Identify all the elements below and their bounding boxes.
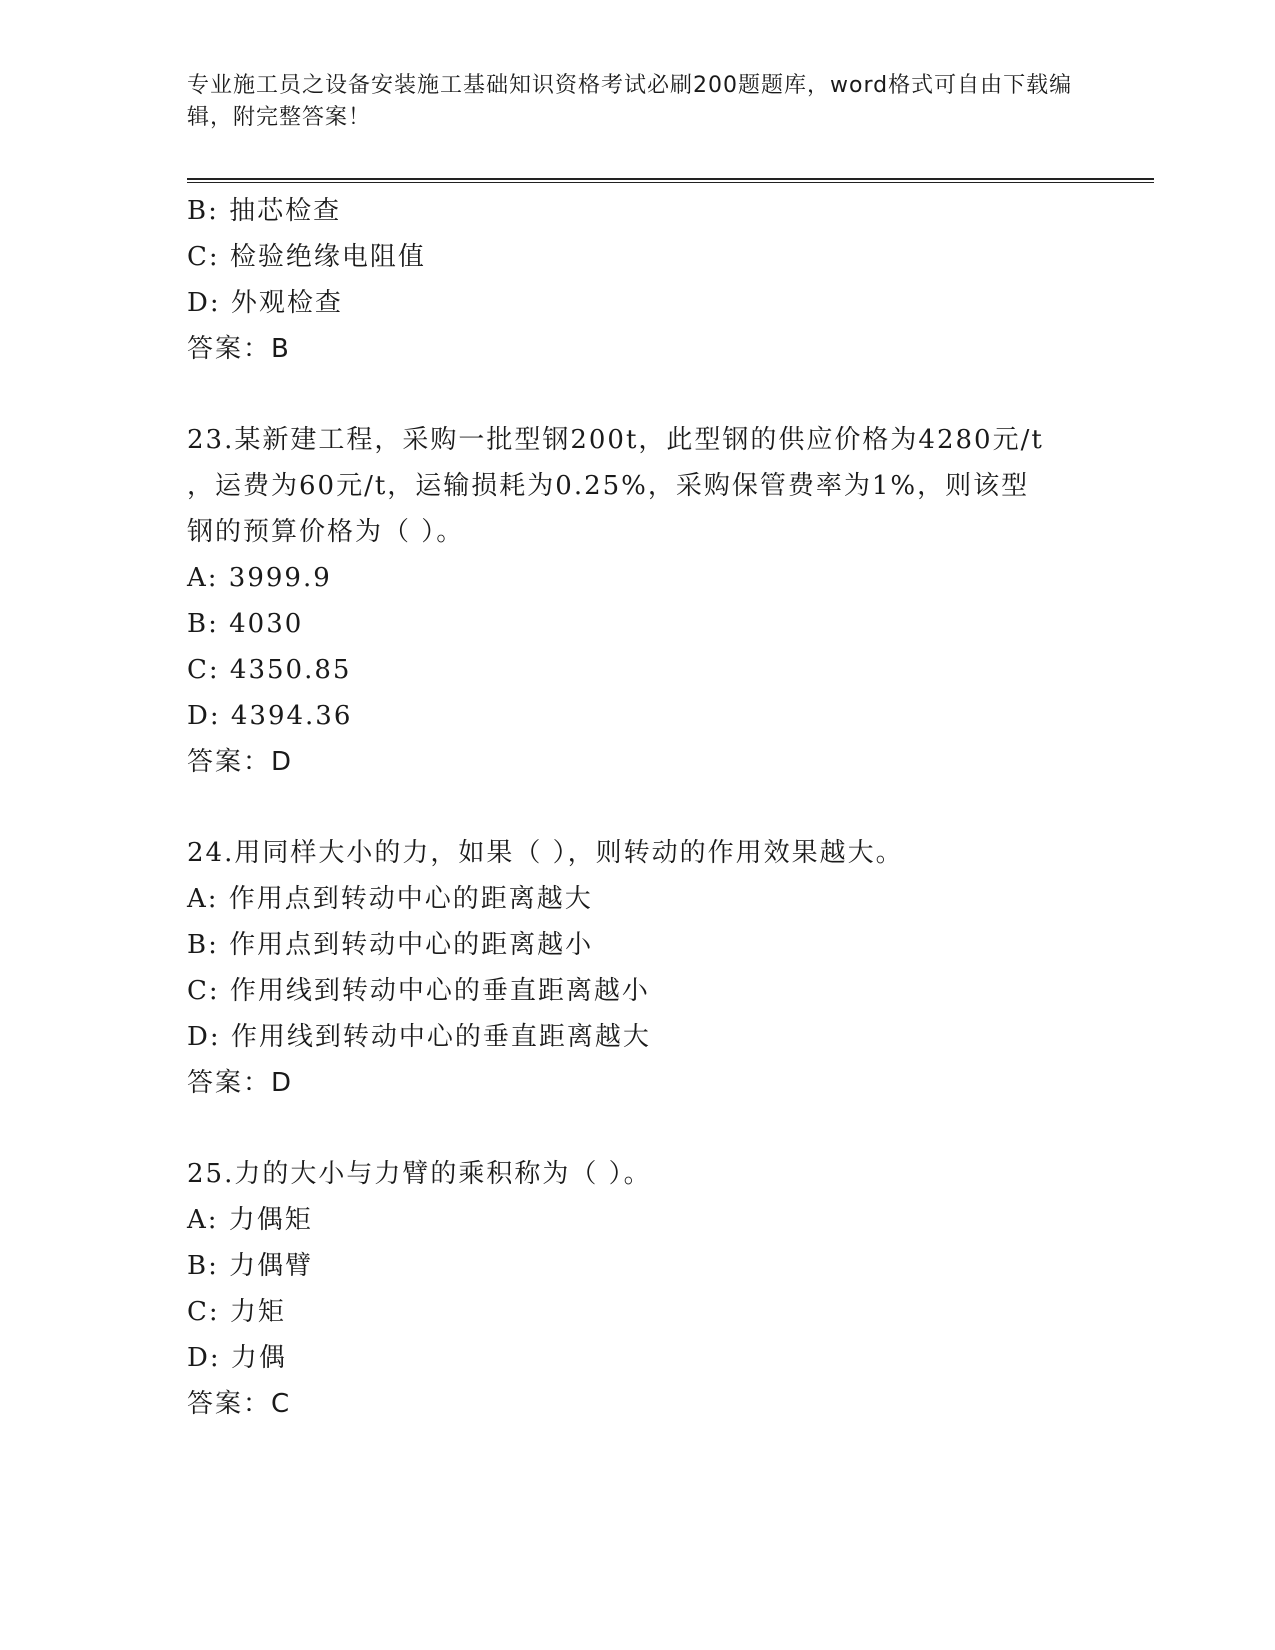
option: B: 作用点到转动中心的距离越小 — [187, 930, 594, 960]
option: B: 抽芯检查 — [187, 196, 342, 226]
option: B: 4030 — [187, 609, 304, 639]
answer: 答案：D — [187, 1068, 294, 1098]
option: A: 作用点到转动中心的距离越大 — [187, 884, 593, 914]
option: C: 作用线到转动中心的垂直距离越小 — [187, 976, 650, 1006]
answer: 答案：D — [187, 747, 294, 777]
option: C: 力矩 — [187, 1297, 286, 1327]
option: D: 作用线到转动中心的垂直距离越大 — [187, 1022, 651, 1052]
question-stem: 25.力的大小与力臂的乘积称为（ ）。 — [187, 1159, 652, 1189]
question-stem: 24.用同样大小的力，如果（ ），则转动的作用效果越大。 — [187, 838, 904, 868]
question-stem: 23.某新建工程，采购一批型钢200t，此型钢的供应价格为4280元/t — [187, 425, 1044, 455]
option: D: 外观检查 — [187, 288, 343, 318]
answer: 答案：C — [187, 1389, 292, 1419]
question-stem: 钢的预算价格为（ ）。 — [187, 517, 465, 547]
option: C: 4350.85 — [187, 655, 352, 685]
option: D: 力偶 — [187, 1343, 287, 1373]
option: A: 力偶矩 — [187, 1205, 313, 1235]
option: A: 3999.9 — [187, 563, 332, 593]
header-divider-thin — [187, 182, 1154, 183]
document-title: 专业施工员之设备安装施工基础知识资格考试必刷200题题库，word格式可自由下载编辑，附完整答案！ — [187, 73, 1073, 130]
option: D: 4394.36 — [187, 701, 353, 731]
answer: 答案：B — [187, 334, 291, 364]
header-divider — [187, 178, 1154, 180]
question-list — [187, 188, 1087, 1427]
option: B: 力偶臂 — [187, 1251, 314, 1281]
question-stem: ，运费为60元/t，运输损耗为0.25%，采购保管费率为1%，则该型 — [187, 471, 1030, 501]
option: C: 检验绝缘电阻值 — [187, 242, 426, 272]
